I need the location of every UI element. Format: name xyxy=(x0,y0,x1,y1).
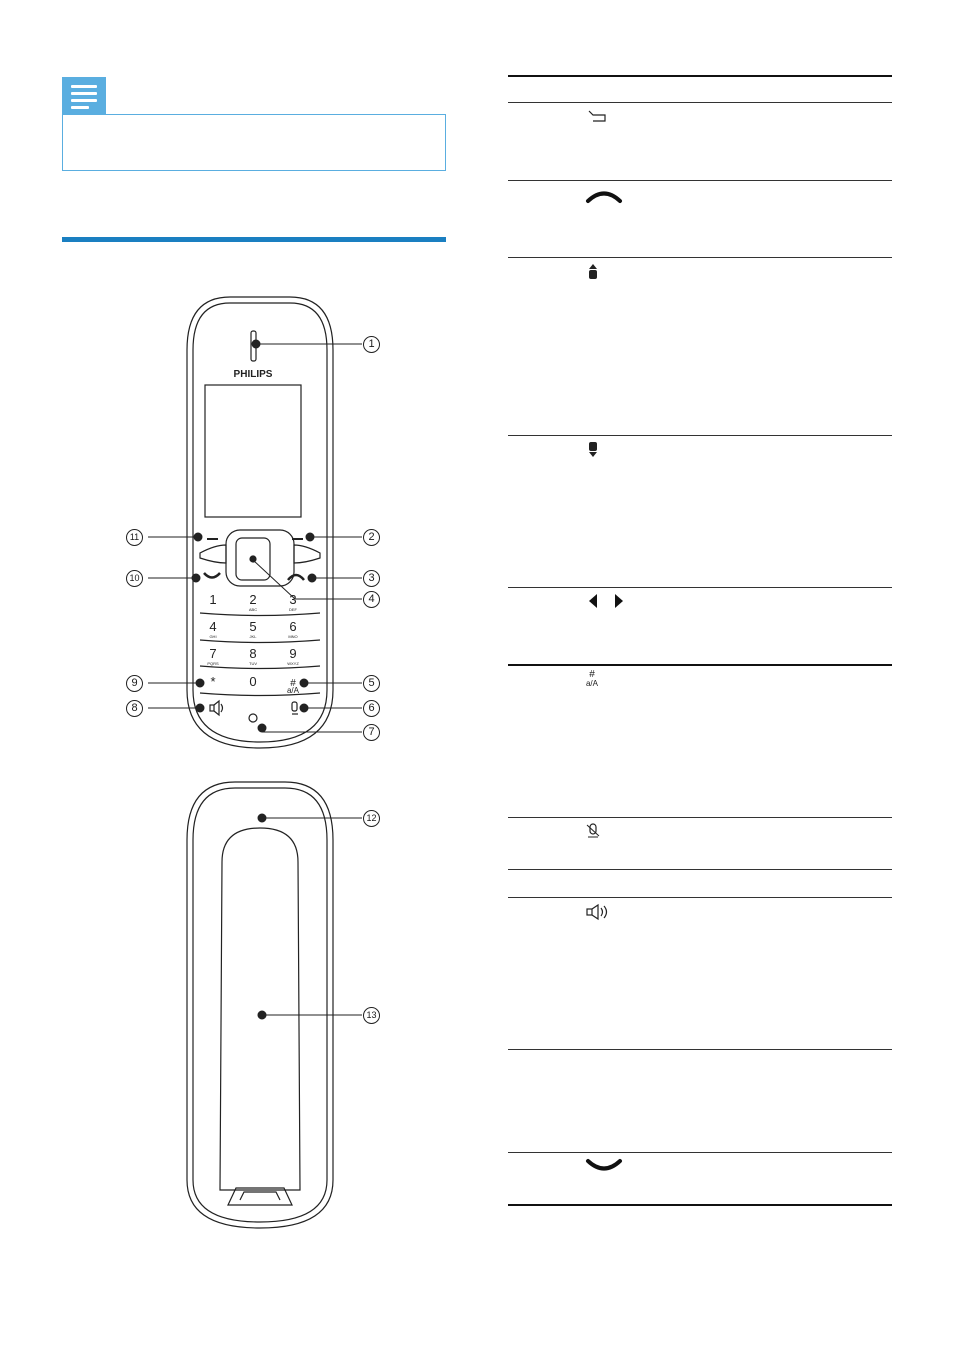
key-3-digit: 3 xyxy=(289,592,297,607)
table-row-rule xyxy=(508,257,892,258)
key-12-digit: # xyxy=(290,678,296,689)
table-row-rule xyxy=(508,587,892,588)
callout-3: 3 xyxy=(363,570,380,587)
key-3-letters: DEF xyxy=(289,607,297,612)
key-5-letters: JKL xyxy=(249,634,257,639)
speaker-icon xyxy=(585,903,613,921)
key-7-letters: PQRS xyxy=(207,661,219,666)
table-top-rule xyxy=(508,75,892,77)
key-1-digit: 1 xyxy=(209,592,217,607)
table-row-rule xyxy=(508,180,892,181)
callout-13: 13 xyxy=(363,1007,380,1024)
table-row-rule xyxy=(508,897,892,898)
end-call-icon xyxy=(585,188,625,206)
callout-1: 1 xyxy=(363,336,380,353)
key-4-letters: GHI xyxy=(209,634,217,639)
callout-8: 8 xyxy=(126,700,143,717)
key-9-digit: 9 xyxy=(289,646,297,661)
table-bottom-rule xyxy=(508,1204,892,1206)
mute-mic-icon xyxy=(585,823,601,841)
talk-icon xyxy=(585,1158,625,1176)
table-header-rule xyxy=(508,102,892,103)
table-row-rule xyxy=(508,1152,892,1153)
key-5-digit: 5 xyxy=(249,619,257,634)
key-9-letters: WXYZ xyxy=(287,661,299,666)
key-12-letters: a/A xyxy=(286,686,300,695)
table-row-rule xyxy=(508,664,892,666)
menu-softkey-icon xyxy=(585,109,613,125)
table-row-rule xyxy=(508,869,892,870)
table-row-rule xyxy=(508,435,892,436)
hash-key-sub: a/A xyxy=(585,679,598,688)
brand-label: PHILIPS xyxy=(233,369,273,380)
hash-key-icon xyxy=(585,670,599,688)
callout-11: 11 xyxy=(126,529,143,546)
key-2-digit: 2 xyxy=(249,592,257,607)
hash-key-label: # xyxy=(589,669,595,680)
key-4-digit: 4 xyxy=(209,619,217,634)
key-8-letters: TUV xyxy=(249,661,257,666)
key-8-digit: 8 xyxy=(249,646,257,661)
key-7-digit: 7 xyxy=(209,646,217,661)
table-row-rule xyxy=(508,1049,892,1050)
key-6-letters: MNO xyxy=(288,634,298,639)
callout-9: 9 xyxy=(126,675,143,692)
key-10-digit: * xyxy=(210,674,216,689)
table-row-rule xyxy=(508,817,892,818)
callout-12: 12 xyxy=(363,810,380,827)
callout-2: 2 xyxy=(363,529,380,546)
callout-4: 4 xyxy=(363,591,380,608)
callout-10: 10 xyxy=(126,570,143,587)
callout-5: 5 xyxy=(363,675,380,692)
callout-7: 7 xyxy=(363,724,380,741)
scroll-up-icon xyxy=(585,263,601,281)
scroll-down-icon xyxy=(585,441,601,459)
key-2-letters: ABC xyxy=(248,607,258,612)
key-11-digit: 0 xyxy=(249,674,257,689)
left-right-arrows-icon xyxy=(585,592,629,610)
callout-6: 6 xyxy=(363,700,380,717)
key-6-digit: 6 xyxy=(289,619,297,634)
